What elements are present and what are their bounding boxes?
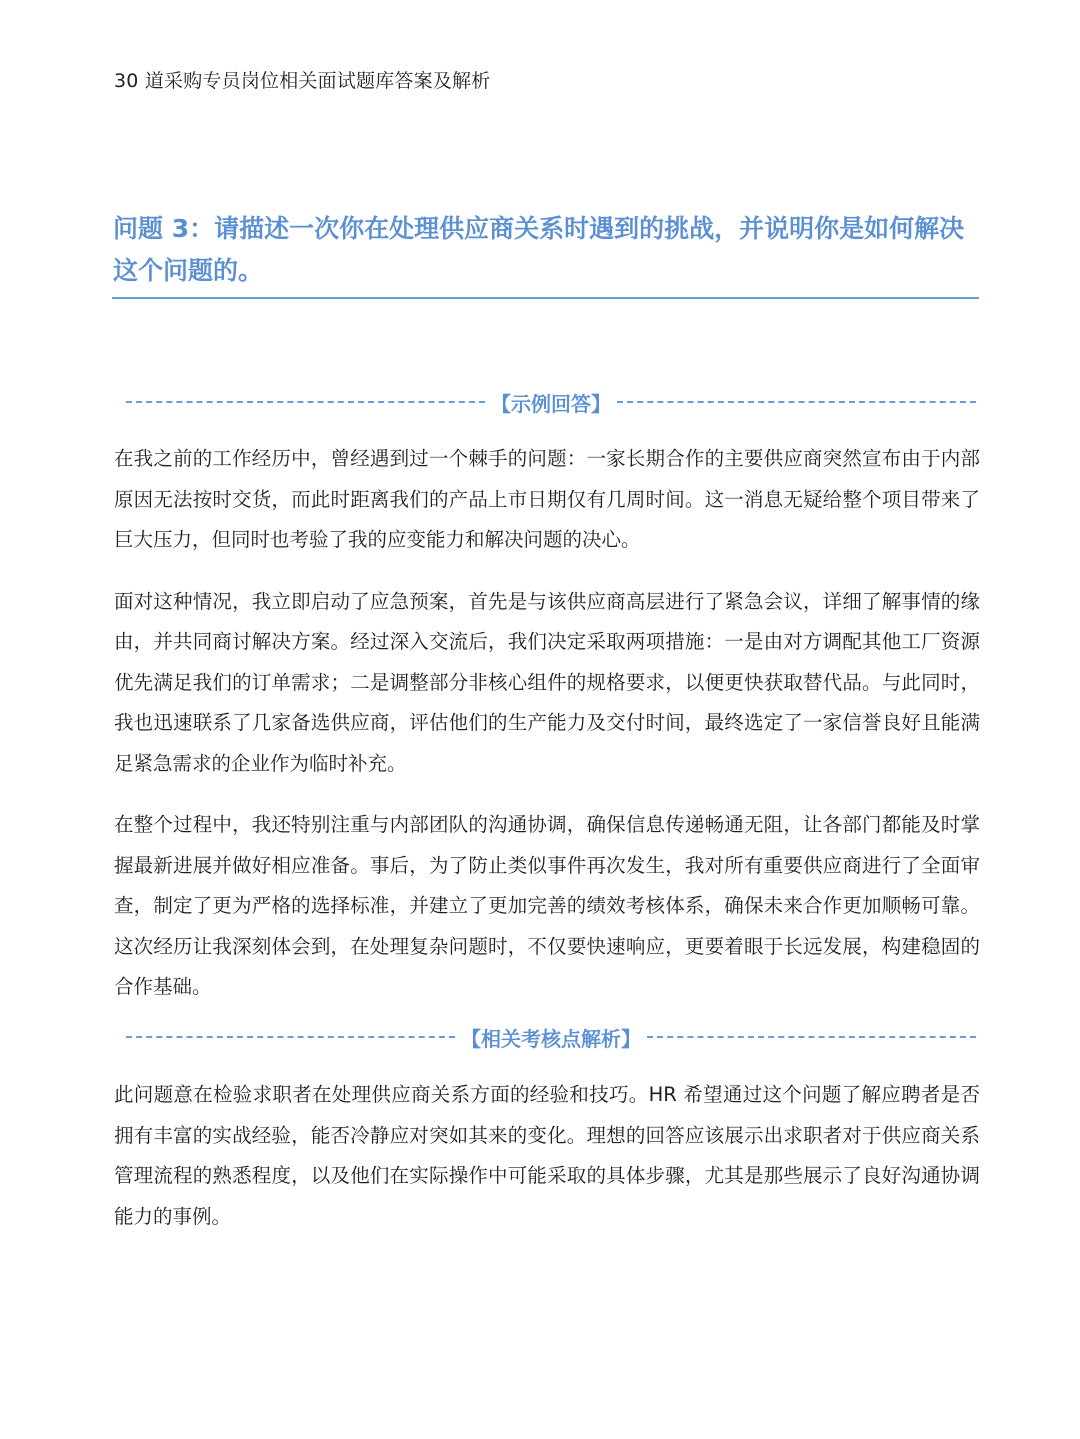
analysis-paragraph: 此问题意在检验求职者在处理供应商关系方面的经验和技巧。HR 希望通过这个问题了解应聘者是否拥有丰富的实战经验，能否冷静应对突如其来的变化。理想的回答应该展示出求职者对于供应商关系管理流程的熟悉程度，以及他们在实际操作中可能采取的具体步骤，尤其是那些展示了良好沟通协调能力的事例。 [114, 1083, 980, 1228]
answer-paragraph: 在我之前的工作经历中，曾经遇到过一个棘手的问题：一家长期合作的主要供应商突然宣布由于内部原因无法按时交货，而此时距离我们的产品上市日期仅有几周时间。这一消息无疑给整个项目带来了巨大压力，但同时也考验了我的应变能力和解决问题的决心。 [114, 447, 980, 551]
document-header-title: 30 道采购专员岗位相关面试题库答案及解析 [114, 70, 491, 92]
analysis-section-divider [126, 1021, 976, 1053]
answer-body [114, 439, 980, 1029]
divider-dash-left [126, 401, 485, 403]
answer-paragraph: 在整个过程中，我还特别注重与内部团队的沟通协调，确保信息传递畅通无阻，让各部门都能及时掌握最新进展并做好相应准备。事后，为了防止类似事件再次发生，我对所有重要供应商进行了全面审查，制定了更为严格的选择标准，并建立了更加完善的绩效考核体系，确保未来合作更加顺畅可靠。这次经历让我深刻体会到，在处理复杂问题时，不仅要快速响应，更要着眼于长远发展，构建稳固的合作基础。 [114, 813, 980, 998]
question-heading: 问题 3：请描述一次你在处理供应商关系时遇到的挑战，并说明你是如何解决这个问题的。 [113, 214, 965, 285]
divider-dash-right [647, 1036, 976, 1038]
analysis-body [114, 1075, 980, 1258]
divider-dash-left [126, 1036, 455, 1038]
analysis-section-label: 【相关考核点解析】 [461, 1026, 641, 1051]
answer-paragraph: 面对这种情况，我立即启动了应急预案，首先是与该供应商高层进行了紧急会议，详细了解事情的缘由，并共同商讨解决方案。经过深入交流后，我们决定采取两项措施：一是由对方调配其他工厂资源优先满足我们的订单需求；二是调整部分非核心组件的规格要求，以便更快获取替代品。与此同时，我也迅速联系了几家备选供应商，评估他们的生产能力及交付时间，最终选定了一家信誉良好且能满足紧急需求的企业作为临时补充。 [114, 589, 980, 775]
divider-dash-right [617, 401, 976, 403]
answer-section-label: 【示例回答】 [491, 391, 611, 416]
question-underline [112, 297, 979, 299]
answer-section-divider [126, 386, 976, 418]
